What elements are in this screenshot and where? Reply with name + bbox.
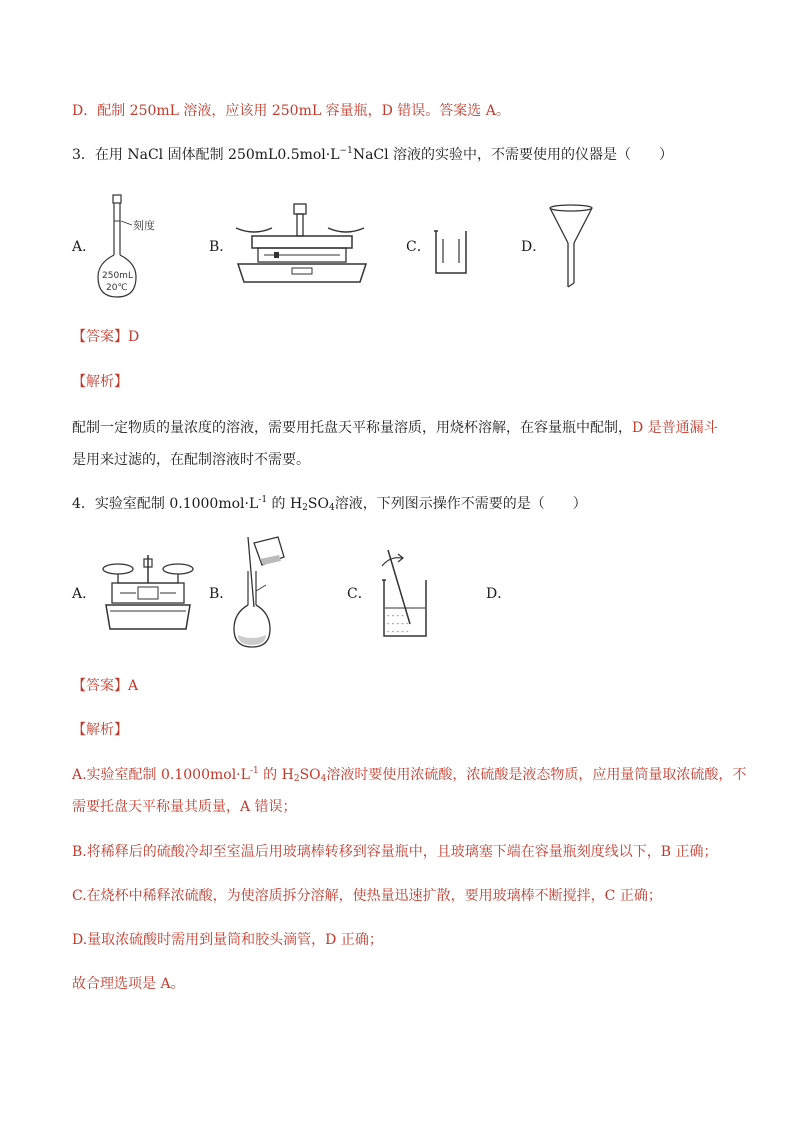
q3-answer-tag: 【答案】 <box>72 329 128 345</box>
q3-stem-part-b: NaCl 溶液的实验中，不需要使用的仪器是（ ） <box>352 147 674 163</box>
flask-volume-label: 250mL <box>102 271 133 281</box>
q4-option-d-label: D． <box>486 586 512 602</box>
volumetric-flask-icon <box>96 193 176 307</box>
beaker-icon <box>432 227 472 281</box>
q4-a-1sub1: 2 <box>293 774 300 784</box>
q4-option-a-label: A． <box>72 586 97 602</box>
q4-a-1a: A.实验室配制 0.1000mol·L <box>72 767 250 783</box>
q3-analysis-1b: D 是普通漏斗 <box>632 420 718 436</box>
q4-answer-value: A <box>128 678 139 694</box>
q4-a-1sup: -1 <box>249 766 259 776</box>
q4-analysis-a-line-1 <box>72 765 746 785</box>
flask-mark-label: 刻度 <box>133 219 155 232</box>
q4-stem-c: SO <box>307 496 329 512</box>
q4-answer-tag: 【答案】 <box>72 678 128 694</box>
q4-stem-sup: -1 <box>258 495 268 505</box>
q2-option-d-explanation: D．配制 250mL 溶液，应该用 250mL 容量瓶，D 错误。答案选 A。 <box>72 103 510 119</box>
funnel-icon <box>548 203 594 297</box>
q4-analysis-a-line-2: 需要托盘天平称量其质量，A 错误； <box>72 799 297 815</box>
weighing-balance-icon <box>100 553 196 637</box>
q3-stem-part-a: 3．在用 NaCl 固体配制 250mL0.5mol·L <box>72 147 340 163</box>
q3-analysis-tag: 【解析】 <box>72 374 128 390</box>
q4-option-c-label: C． <box>347 586 372 602</box>
q4-analysis-d: D.量取浓硫酸时需用到量筒和胶头滴管，D 正确； <box>72 932 383 948</box>
q3-option-a-label: A． <box>72 239 97 255</box>
q4-stem-d: 溶液，下列图示操作不需要的是（ ） <box>334 496 587 512</box>
q4-analysis-c: C.在烧杯中稀释浓硫酸，为使溶质拆分溶解，使热量迅速扩散，要用玻璃棒不断搅拌，C 正确； <box>72 888 662 904</box>
q4-a-1sub2: 4 <box>320 774 327 784</box>
q3-answer-value: D <box>128 329 140 345</box>
q3-option-c-label: C． <box>406 239 431 255</box>
q4-option-b-label: B． <box>209 586 234 602</box>
q3-option-b-label: B． <box>209 239 234 255</box>
q4-stem-sub1: 2 <box>302 503 308 513</box>
q4-a-1b: 的 H <box>258 767 294 783</box>
q4-analysis-tag: 【解析】 <box>72 722 128 738</box>
flask-temp-label: 20℃ <box>106 283 128 293</box>
svg-text:- - - - -: - - - - - <box>387 612 409 620</box>
q3-stem <box>72 145 673 165</box>
q4-stem-b: 的 H <box>267 496 303 512</box>
q4-conclusion: 故合理选项是 A。 <box>72 976 185 992</box>
q3-answer <box>72 327 139 347</box>
q3-option-d-label: D． <box>521 239 547 255</box>
q4-a-1d: 溶液时要使用浓硫酸，浓硫酸是液态物质，应用量筒量取浓硫酸，不 <box>326 767 747 783</box>
stirring-beaker-icon <box>374 546 434 644</box>
q3-analysis-1a: 配制一定物质的量浓度的溶液，需要用托盘天平称量溶质，用烧杯溶解，在容量瓶中配制， <box>72 420 632 436</box>
q3-analysis-line-2: 是用来过滤的，在配制溶液时不需要。 <box>72 452 310 468</box>
q4-stem-sub2: 4 <box>328 503 335 513</box>
q3-stem-superscript: −1 <box>339 146 353 156</box>
tray-balance-icon <box>232 200 372 294</box>
svg-text:- - - - -: - - - - - <box>387 628 409 636</box>
transfer-to-flask-icon <box>232 535 292 655</box>
q4-stem <box>72 494 587 514</box>
q4-analysis-b: B.将稀释后的硫酸冷却至室温后用玻璃棒转移到容量瓶中，且玻璃塞下端在容量瓶刻度线以下，B 正确； <box>72 844 718 860</box>
svg-text:- - - - -: - - - - - <box>387 620 409 628</box>
q3-analysis-line-1 <box>72 418 718 438</box>
q4-a-1c: SO <box>299 767 321 783</box>
q4-answer <box>72 676 138 696</box>
q4-stem-a: 4．实验室配制 0.1000mol·L <box>72 496 259 512</box>
